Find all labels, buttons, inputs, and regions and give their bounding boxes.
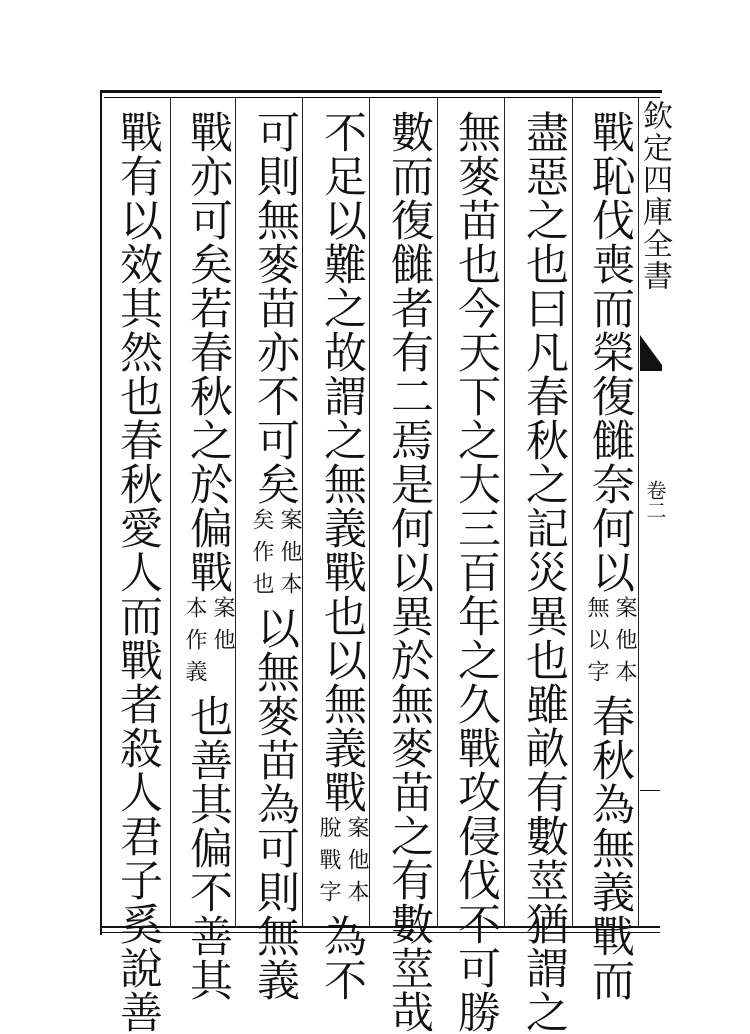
annotation-line: 案他本 bbox=[612, 596, 637, 692]
fishtail-mark bbox=[640, 335, 662, 365]
annotation-line: 案他本 bbox=[344, 816, 369, 912]
main-text-run: 數而復雠者有二焉是何以異於無麥苗之有數莖哉 bbox=[384, 110, 434, 1034]
annotation-note bbox=[316, 816, 368, 912]
column-rule bbox=[504, 97, 505, 926]
main-text-run: 盡惡之也曰凡春秋之記災異也雖畝有數莖猶謂之 bbox=[519, 110, 569, 1034]
main-text-run: 戰亦可矣若春秋之於偏戰 bbox=[183, 110, 233, 594]
column-rule bbox=[572, 97, 573, 926]
main-text-run: 春秋為無義戰而 bbox=[585, 694, 635, 1002]
text-column bbox=[112, 110, 164, 1034]
annotation-line: 案他 bbox=[210, 596, 235, 660]
main-text-run: 戰恥伐喪而榮復雠奈何以 bbox=[585, 110, 635, 594]
annotation-line: 無以字 bbox=[584, 596, 609, 692]
text-column bbox=[584, 110, 637, 1002]
annotation-line: 本作義 bbox=[182, 596, 207, 692]
annotation-line: 矣作也 bbox=[249, 508, 274, 604]
annotation-note bbox=[182, 596, 234, 692]
main-text-run: 可則無麥苗亦不可矣 bbox=[250, 110, 300, 506]
annotation-line: 案他本 bbox=[277, 508, 302, 604]
main-text-run: 不足以難之故謂之無義戰也以無義戰 bbox=[317, 110, 367, 814]
text-column bbox=[316, 110, 369, 1002]
text-column bbox=[249, 110, 302, 1002]
margin-volume-label: 卷二 bbox=[643, 480, 667, 520]
text-column bbox=[182, 110, 235, 1002]
text-column bbox=[518, 110, 570, 1034]
margin-tick bbox=[640, 790, 660, 791]
text-column bbox=[450, 110, 502, 1034]
text-column bbox=[383, 110, 435, 1034]
annotation-line: 脫戰字 bbox=[316, 816, 341, 912]
column-rule bbox=[302, 97, 303, 926]
main-text-run: 戰有以效其然也春秋愛人而戰者殺人君子奚說善 bbox=[113, 110, 163, 1034]
main-text-run: 無麥苗也今天下之大三百年之久戰攻侵伐不可勝 bbox=[451, 110, 501, 1034]
annotation-note bbox=[249, 508, 301, 604]
column-rule bbox=[235, 97, 236, 926]
column-rule bbox=[170, 97, 171, 926]
main-text-run: 也善其偏不善其 bbox=[183, 694, 233, 1002]
column-rule bbox=[437, 97, 438, 926]
main-text-run: 以無麥苗為可則無義 bbox=[250, 606, 300, 1002]
main-text-run: 為不 bbox=[317, 914, 367, 1002]
fishtail-mark-bar bbox=[640, 365, 662, 371]
frame-inner-top-line bbox=[104, 97, 660, 98]
margin-book-title: 欽定四庫全書 bbox=[637, 100, 672, 292]
column-rule bbox=[369, 97, 370, 926]
annotation-note bbox=[584, 596, 636, 692]
